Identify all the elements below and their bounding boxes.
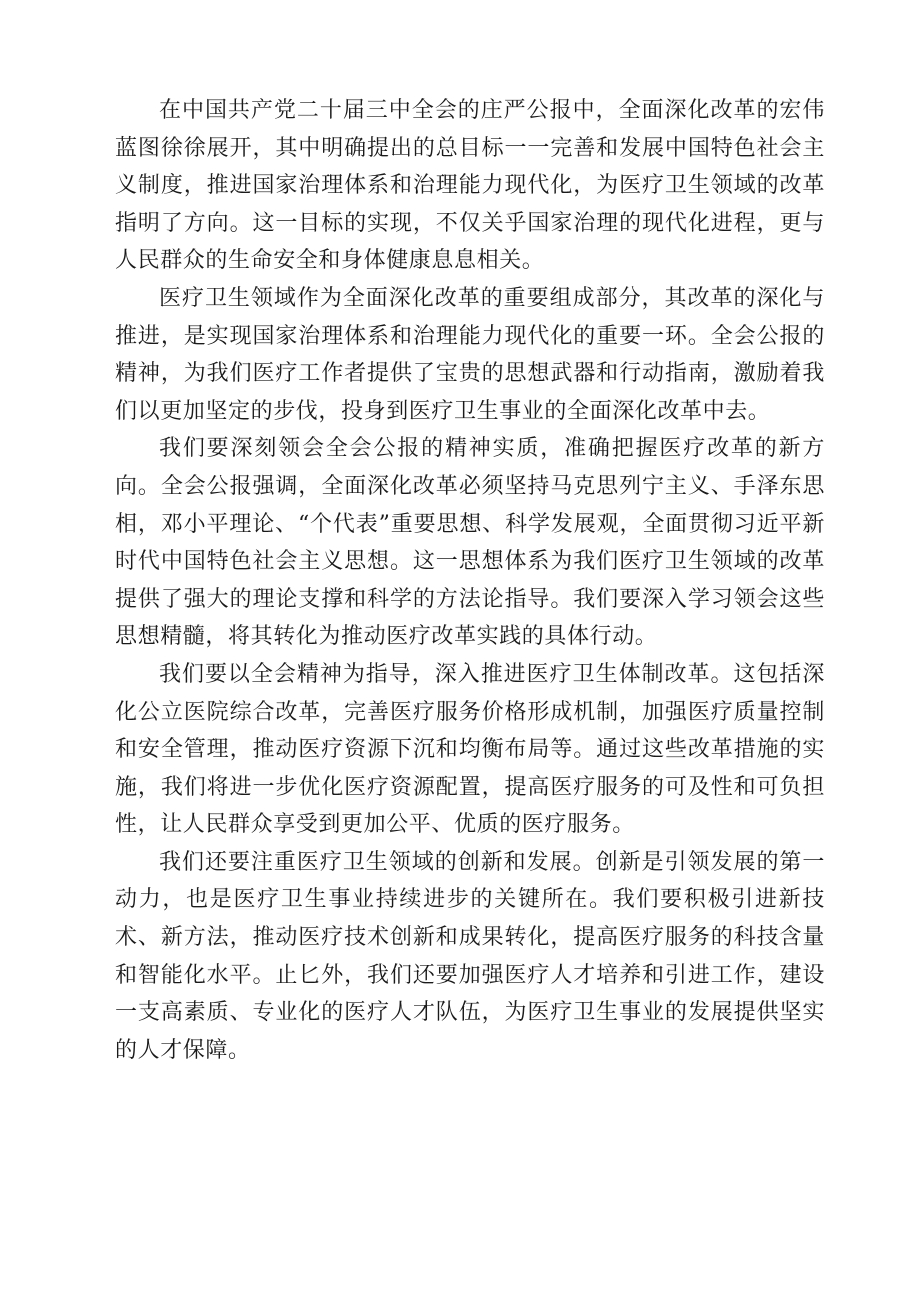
paragraph-4: 我们要以全会精神为指导，深入推进医疗卫生体制改革。这包括深化公立医院综合改革，完善医疗服务价格形成机制，加强医疗质量控制和安全管理，推动医疗资源下沉和均衡布局等。通过这些改革措施的实施，我们将进一步优化医疗资源配置，提高医疗服务的可及性和可负担性，让人民群众享受到更加公平、优质的医疗服务。 bbox=[115, 661, 825, 838]
paragraph-1: 在中国共产党二十届三中全会的庄严公报中，全面深化改革的宏伟蓝图徐徐展开，其中明确提出的总目标一一完善和发展中国特色社会主义制度，推进国家治理体系和治理能力现代化，为医疗卫生领域的改革指明了方向。这一目标的实现，不仅关乎国家治理的现代化进程，更与人民群众的生命安全和身体健康息息相关。 bbox=[115, 98, 825, 274]
paragraph-3: 我们要深刻领会全会公报的精神实质，准确把握医疗改革的新方向。全会公报强调，全面深化改革必须坚持马克思列宁主义、手泽东思相，邓小平理论、“个代表”重要思想、科学发展观，全面贯彻习近平新时代中国特色社会主义思想。这一思想体系为我们医疗卫生领域的改革提供了强大的理论支撑和科学的方法论指导。我们要深入学习领会这些思想精髓，将其转化为推动医疗改革实践的具体行动。 bbox=[115, 436, 825, 650]
document-page bbox=[115, 92, 825, 1069]
paragraph-5: 我们还要注重医疗卫生领域的创新和发展。创新是引领发展的第一动力，也是医疗卫生事业持续进步的关键所在。我们要积极引进新技术、新方法，推动医疗技术创新和成果转化，提高医疗服务的科技含量和智能化水平。止匕外，我们还要加强医疗人才培养和引进工作，建设一支高素质、专业化的医疗人才队伍，为医疗卫生事业的发展提供坚实的人才保障。 bbox=[115, 849, 825, 1063]
paragraph-2: 医疗卫生领域作为全面深化改革的重要组成部分，其改革的深化与推进，是实现国家治理体系和治理能力现代化的重要一环。全会公报的精神，为我们医疗工作者提供了宝贵的思想武器和行动指南，激励着我们以更加坚定的步伐，投身到医疗卫生事业的全面深化改革中去。 bbox=[115, 285, 825, 424]
